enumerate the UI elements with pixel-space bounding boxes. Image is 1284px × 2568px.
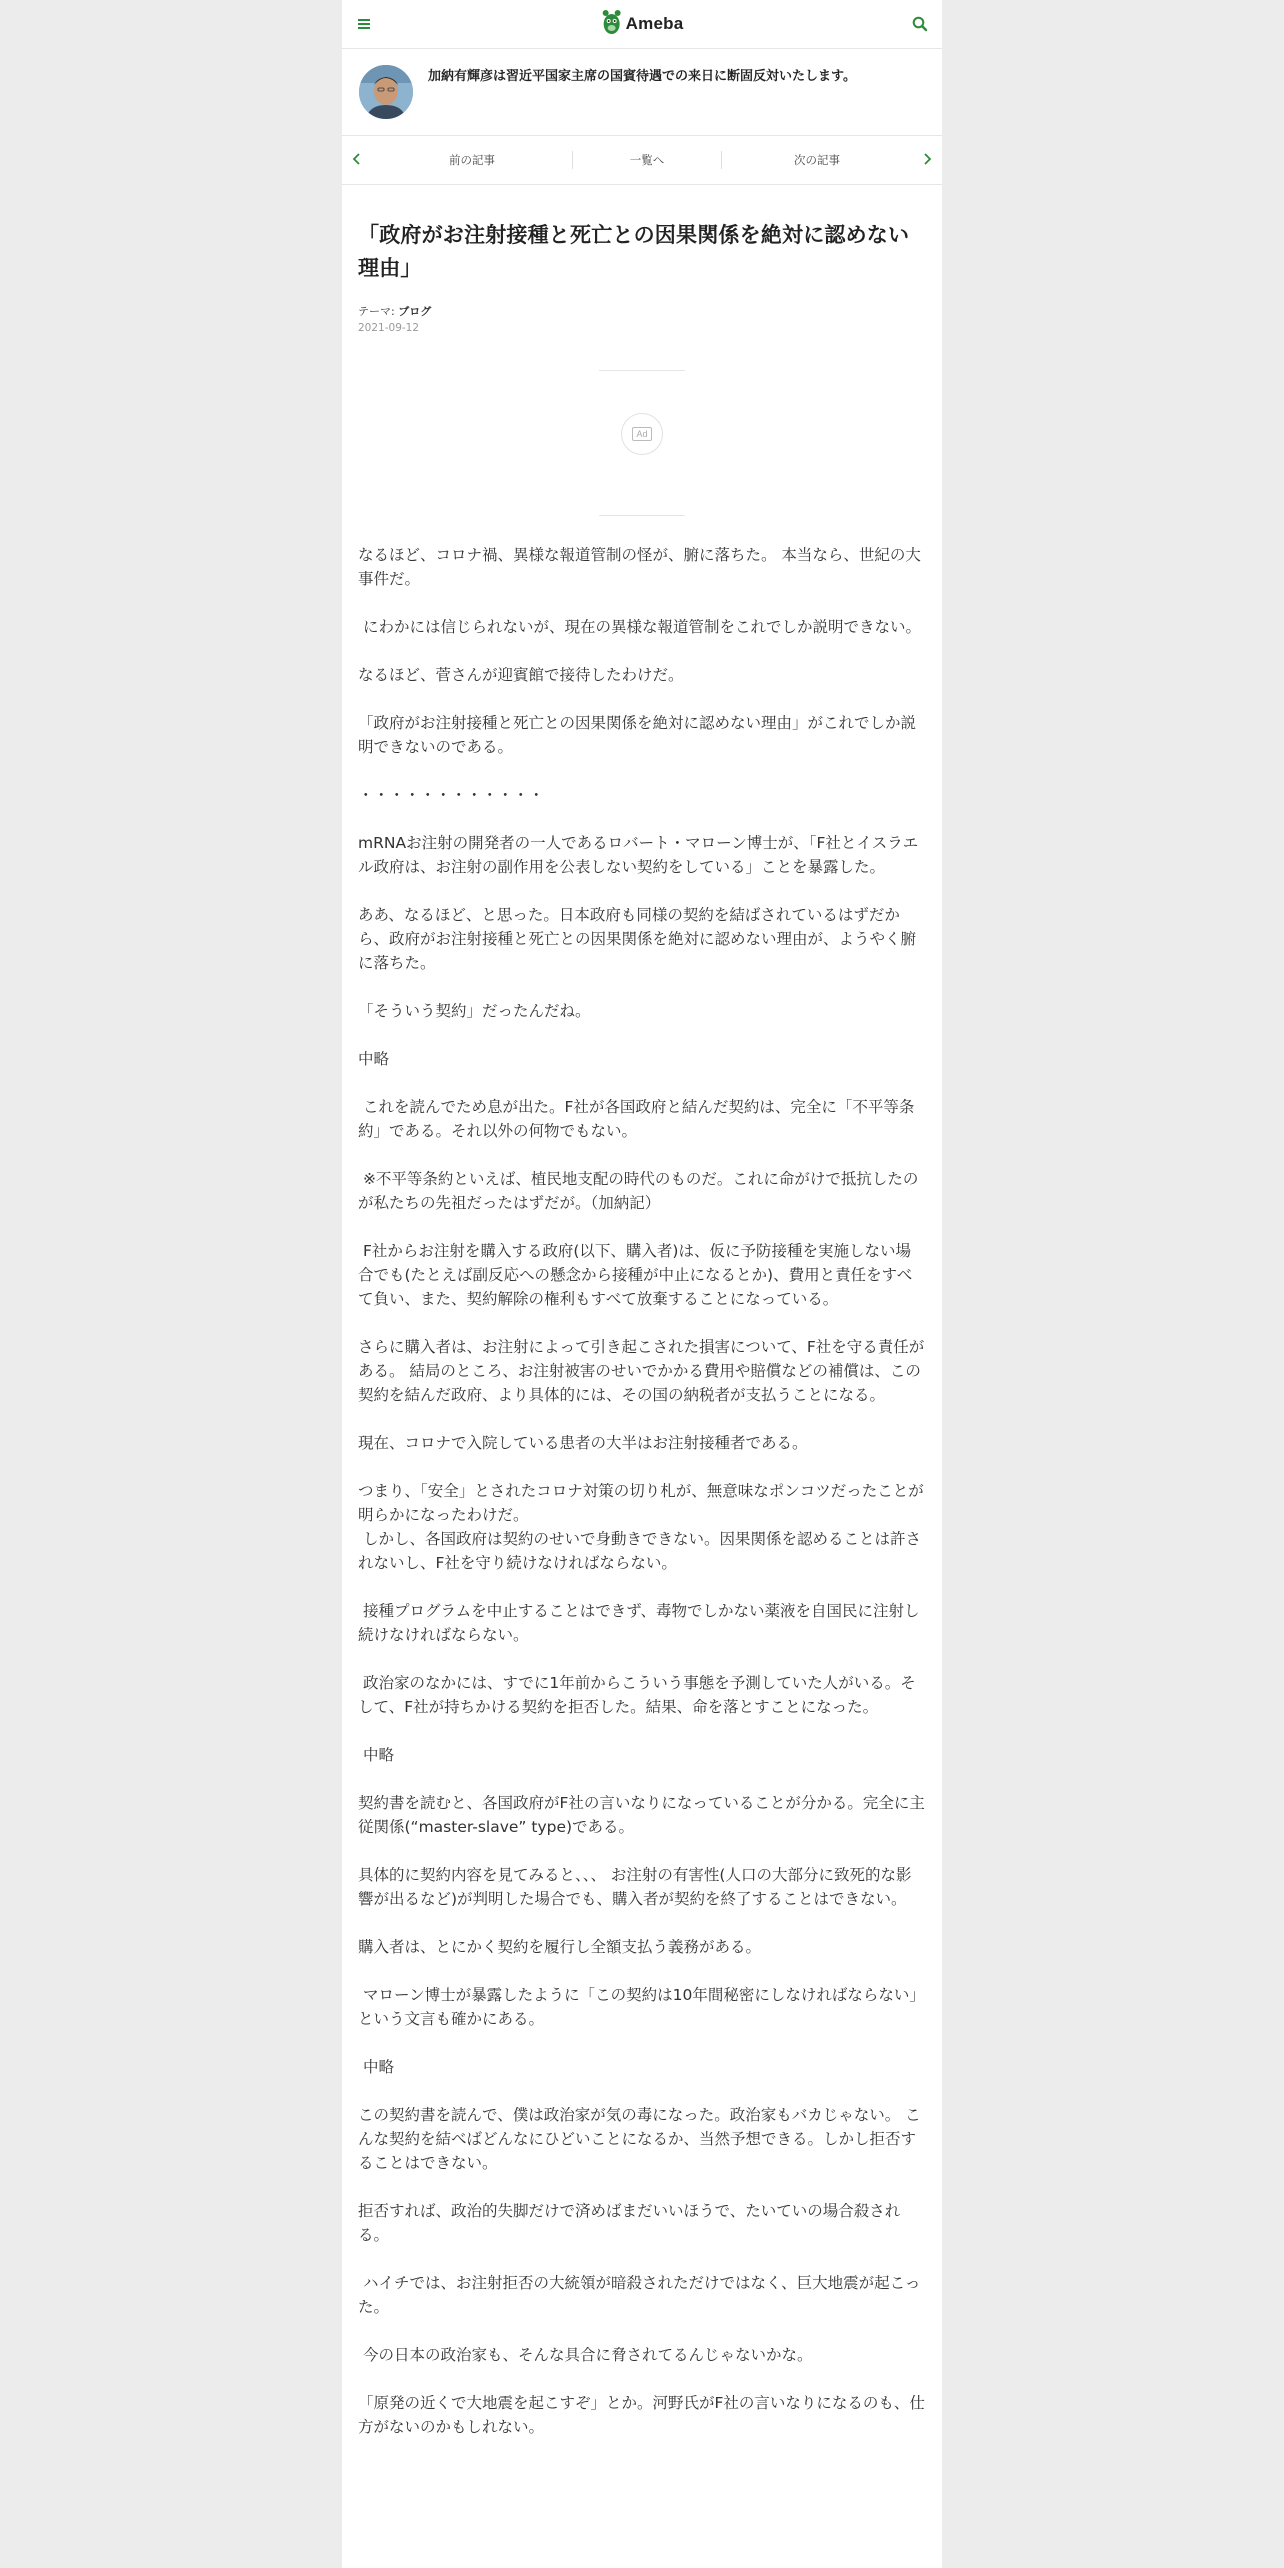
article-paragraph: 具体的に契約内容を見てみると、、、 お注射の有害性(人口の大部分に致死的な影響が出るなど)が判明した場合でも、購入者が契約を終了することはできない。 <box>358 1866 912 1909</box>
theme-label: テーマ: <box>358 305 395 319</box>
ameba-logo[interactable] <box>601 8 684 40</box>
article-paragraph: 今の日本の政治家も、そんな具合に脅されてるんじゃないかな。 <box>358 2346 813 2365</box>
article-paragraph: F社からお注射を購入する政府(以下、購入者)は、仮に予防接種を実施しない場合でも(たとえば副反応への懸念から接種が中止になるとか)、費用と責任をすべて負い、また、契約解除の権利もすべて放棄することになっている。 <box>358 1242 913 1309</box>
article-paragraph: 中略 <box>358 2058 394 2077</box>
article-paragraph: ・・・・・・・・・・・・ <box>358 786 545 805</box>
article-paragraph: 政治家のなかには、すでに1年前からこういう事態を予測していた人がいる。そして、F社が持ちかける契約を拒否した。結果、命を落とすことになった。 <box>358 1674 916 1717</box>
prev-article-link[interactable]: 前の記事 <box>449 153 495 167</box>
article-paragraph: 「そういう契約」だったんだね。 <box>358 1002 591 1021</box>
article-paragraph: 拒否すれば、政治的失脚だけで済めばまだいいほうで、たいていの場合殺される。 <box>358 2202 901 2245</box>
page <box>342 0 942 2568</box>
ad-icon <box>621 413 663 455</box>
hamburger-menu-icon[interactable] <box>354 14 374 34</box>
blog-avatar[interactable] <box>359 65 413 119</box>
article-paragraph: ※不平等条約といえば、植民地支配の時代のものだ。これに命がけで抵抗したのが私たちの先祖だったはずだが。（加納記） <box>358 1170 919 1213</box>
article-paragraph: ハイチでは、お注射拒否の大統領が暗殺されただけではなく、巨大地震が起こった。 <box>358 2274 921 2317</box>
article-theme <box>358 303 926 319</box>
article-paragraph: 契約書を読むと、各国政府がF社の言いなりになっていることが分かる。完全に主従関係(“master-slave” type)である。 <box>358 1794 925 1837</box>
article-date: 2021-09-12 <box>358 322 420 335</box>
chevron-right-icon[interactable] <box>912 152 942 169</box>
article-paragraph: 中略 <box>358 1050 390 1069</box>
article-paragraph: 接種プログラムを中止することはできず、毒物でしかない薬液を自国民に注射し続けなければならない。 <box>358 1602 920 1645</box>
article-paragraph: なるほど、菅さんが迎賓館で接待したわけだ。 <box>358 666 684 685</box>
article-paragraph: つまり、「安全」とされたコロナ対策の切り札が、無意味なポンコツだったことが明らかになったわけだ。 しかし、各国政府は契約のせいで身動きできない。因果関係を認めることは許されないし、F社を守り続けなければならない。 <box>358 1482 924 1573</box>
next-article-link[interactable]: 次の記事 <box>794 153 840 167</box>
article-paragraph: 中略 <box>358 1746 394 1765</box>
ad-divider-top <box>599 370 685 371</box>
theme-link[interactable]: ブログ <box>398 305 432 319</box>
article-paragraph: 「原発の近くで大地震を起こすぞ」とか。河野氏がF社の言いなりになるのも、仕方がないのかもしれない。 <box>358 2394 925 2437</box>
article-paragraph: にわかには信じられないが、現在の異様な報道管制をこれでしか説明できない。 <box>358 618 921 637</box>
ad-badge: Ad <box>632 427 651 441</box>
article-paragraph: これを読んでため息が出た。F社が各国政府と結んだ契約は、完全に「不平等条約」である。それ以外の何物でもない。 <box>358 1098 915 1141</box>
article-paragraph: 「政府がお注射接種と死亡との因果関係を絶対に認めない理由」がこれでしか説明できないのである。 <box>358 714 917 757</box>
article-paragraph: マローン博士が暴露したように「この契約は10年間秘密にしなければならない」という文言も確かにある。 <box>358 1986 925 2029</box>
app-header <box>342 0 942 49</box>
ad-divider-bottom <box>599 515 685 516</box>
ad-placeholder <box>358 360 926 516</box>
article-navigation <box>342 136 942 185</box>
chevron-left-icon[interactable] <box>342 152 372 169</box>
article-paragraph: この契約書を読んで、僕は政治家が気の毒になった。政治家もバカじゃない。 こんな契約を結べばどんなにひどいことになるか、当然予想できる。しかし拒否することはできない。 <box>358 2106 921 2173</box>
ameba-mascot-icon <box>601 8 623 40</box>
article <box>342 219 942 2439</box>
search-icon[interactable] <box>910 14 930 34</box>
article-list-link[interactable]: 一覧へ <box>629 153 665 167</box>
article-paragraph: なるほど、コロナ禍、異様な報道管制の怪が、腑に落ちた。 本当なら、世紀の大事件だ。 <box>358 546 921 589</box>
article-paragraph: ああ、なるほど、と思った。日本政府も同様の契約を結ばされているはずだから、政府がお注射接種と死亡との因果関係を絶対に認めない理由が、ようやく腑に落ちた。 <box>358 906 917 973</box>
article-paragraph: mRNAお注射の開発者の一人であるロバート・マローン博士が、「F社とイスラエル政府は、お注射の副作用を公表しない契約をしている」ことを暴露した。 <box>358 834 919 877</box>
logo-text: Ameba <box>625 14 684 33</box>
blog-header <box>342 49 942 136</box>
article-paragraph: さらに購入者は、お注射によって引き起こされた損害について、F社を守る責任がある。 結局のところ、お注射被害のせいでかかる費用や賠償などの補償は、この契約を結んだ政府、より具体的には、その国の納税者が支払うことになる。 <box>358 1338 925 1405</box>
article-body <box>358 543 926 2439</box>
blog-title[interactable]: 加納有輝彦は習近平国家主席の国賓待遇での来日に断固反対いたします。 <box>428 69 856 84</box>
article-paragraph: 購入者は、とにかく契約を履行し全額支払う義務がある。 <box>358 1938 762 1957</box>
article-paragraph: 現在、コロナで入院している患者の大半はお注射接種者である。 <box>358 1434 808 1453</box>
article-title: 「政府がお注射接種と死亡との因果関係を絶対に認めない理由」 <box>358 223 910 280</box>
